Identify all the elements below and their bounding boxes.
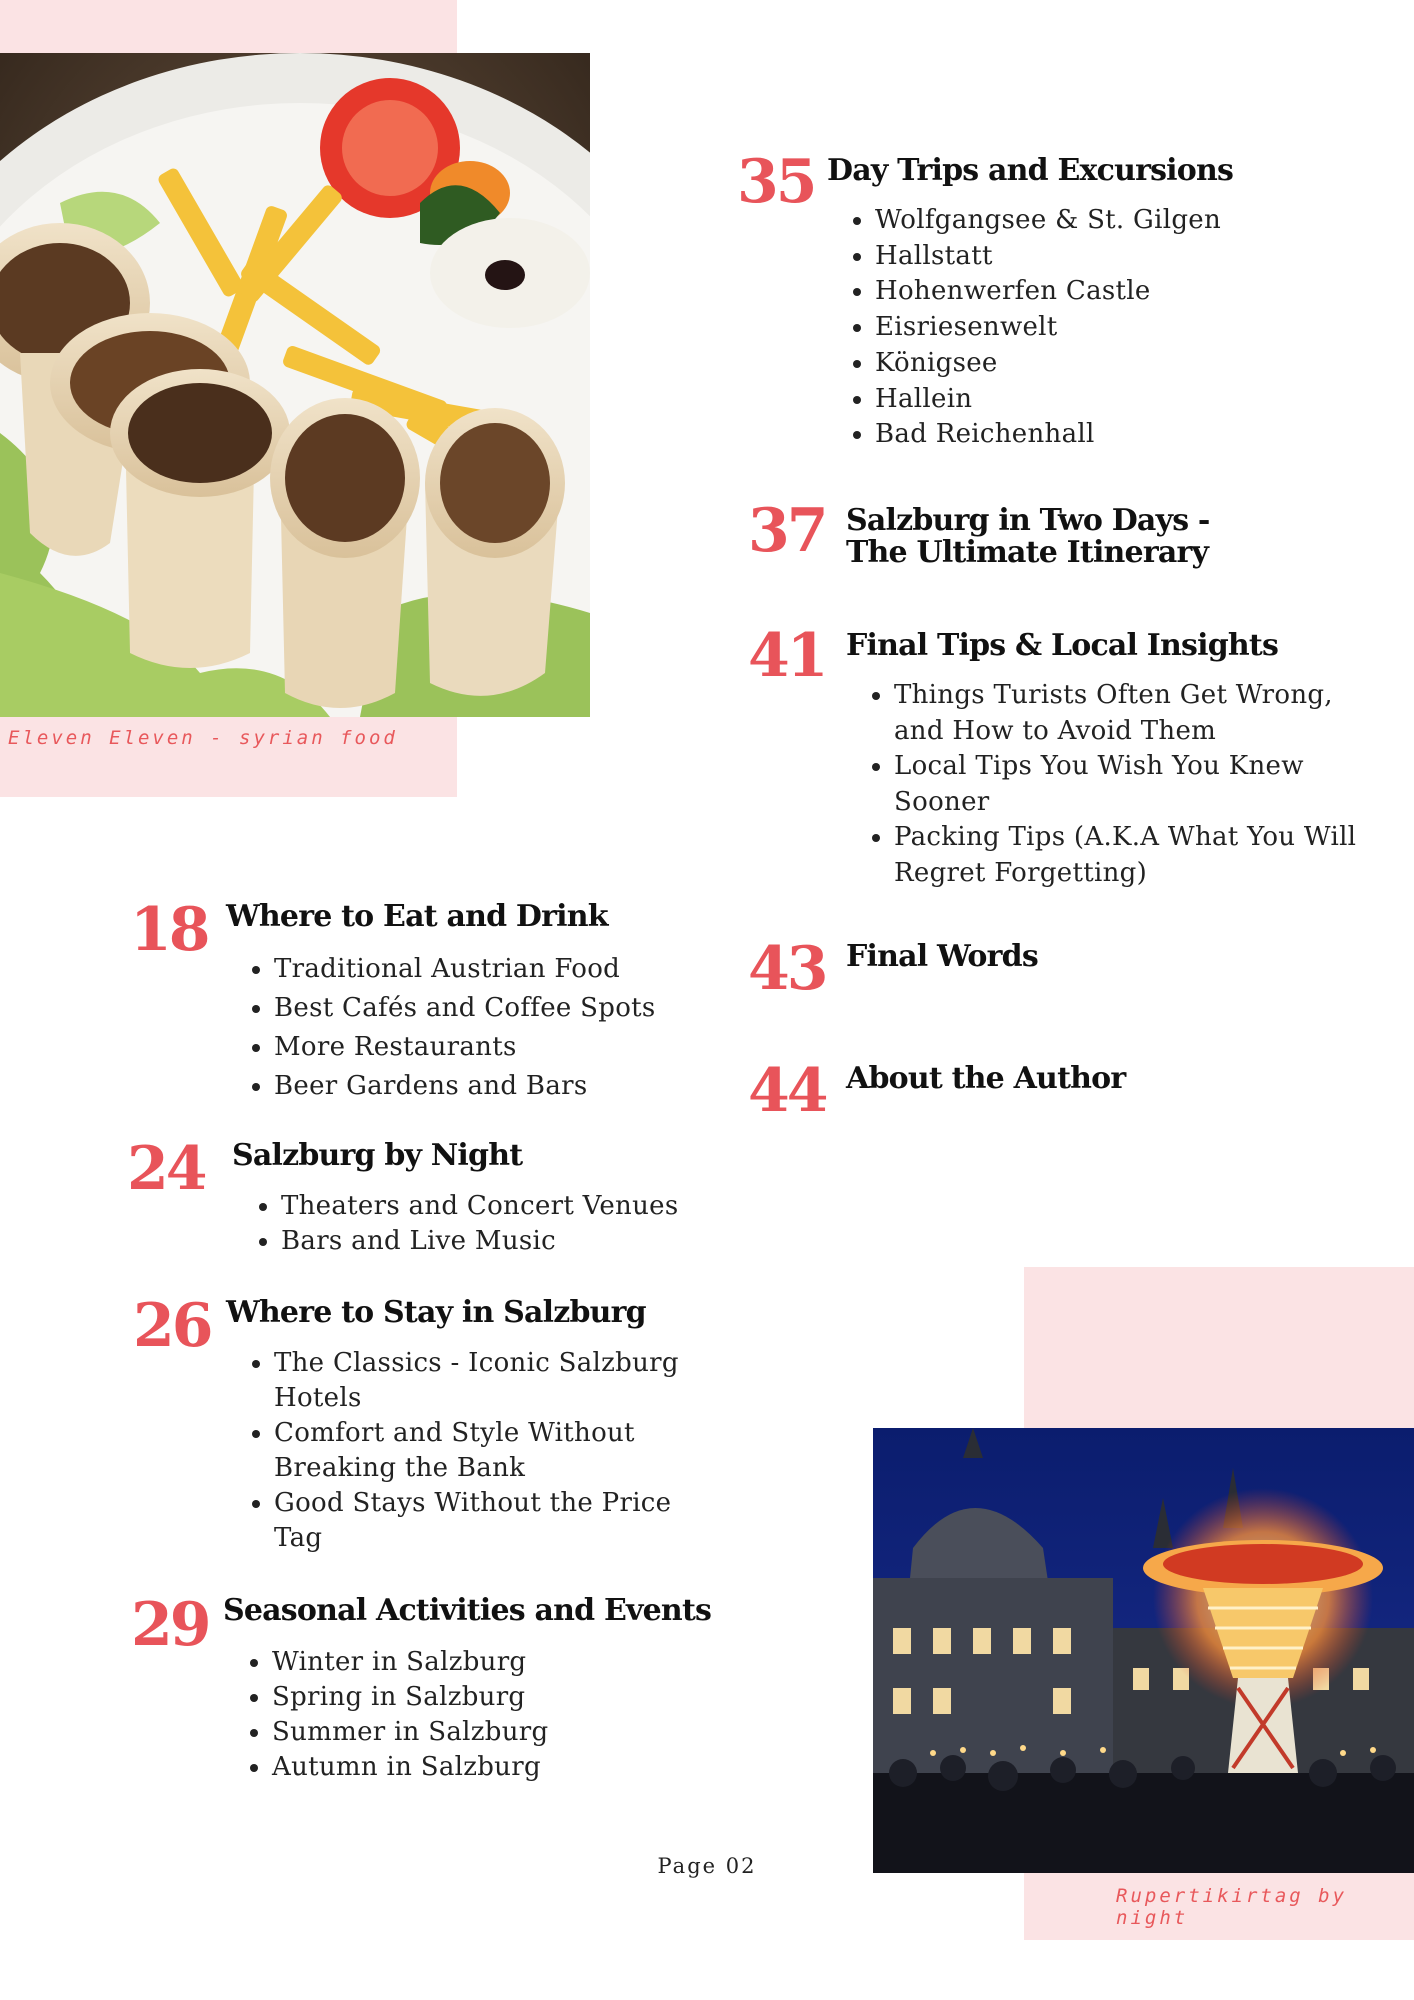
list-item[interactable]: • Hallstatt — [875, 239, 1395, 275]
section-title[interactable]: Where to Eat and Drink — [226, 899, 608, 934]
list-item[interactable]: • Bars and Live Music — [281, 1224, 721, 1259]
section-items — [839, 203, 1395, 453]
section-number: 24 — [127, 1134, 205, 1204]
night-photo — [873, 1428, 1414, 1873]
list-item[interactable]: • Hohenwerfen Castle — [875, 274, 1395, 310]
section-title[interactable]: Day Trips and Excursions — [827, 153, 1234, 188]
list-item[interactable]: • Summer in Salzburg — [272, 1715, 712, 1750]
list-item[interactable]: • Winter in Salzburg — [272, 1645, 712, 1680]
section-number: 37 — [748, 496, 826, 566]
list-item[interactable]: • Hallein — [875, 382, 1395, 418]
list-item[interactable]: • Local Tips You Wish You Knew Sooner — [894, 749, 1364, 820]
list-item[interactable]: • The Classics - Iconic Salzburg Hotels — [274, 1346, 704, 1416]
section-title[interactable]: About the Author — [846, 1061, 1126, 1096]
list-item[interactable]: • Good Stays Without the Price Tag — [274, 1486, 704, 1556]
food-photo-caption: Eleven Eleven - syrian food — [8, 727, 398, 749]
section-title[interactable]: Where to Stay in Salzburg — [226, 1295, 646, 1330]
section-number: 18 — [130, 895, 208, 965]
section-items — [236, 1645, 712, 1785]
list-item[interactable]: • Bad Reichenhall — [875, 417, 1395, 453]
section-number: 44 — [748, 1056, 826, 1126]
list-item[interactable]: • Beer Gardens and Bars — [274, 1067, 714, 1106]
section-title[interactable]: Final Words — [846, 939, 1038, 974]
list-item[interactable]: • Eisriesenwelt — [875, 310, 1395, 346]
list-item[interactable]: • Königsee — [875, 346, 1395, 382]
section-number: 41 — [748, 621, 826, 691]
section-number: 26 — [133, 1291, 211, 1361]
section-items — [858, 678, 1364, 892]
list-item[interactable]: • More Restaurants — [274, 1028, 714, 1067]
night-photo-caption: Rupertikirtag by night — [1116, 1885, 1348, 1929]
list-item[interactable]: • Best Cafés and Coffee Spots — [274, 989, 714, 1028]
page-number: Page 02 — [657, 1854, 757, 1878]
list-item[interactable]: • Things Turists Often Get Wrong, and How to Avoid Them — [894, 678, 1364, 749]
list-item[interactable]: • Traditional Austrian Food — [274, 950, 714, 989]
list-item[interactable]: • Packing Tips (A.K.A What You Will Regret Forgetting) — [894, 820, 1364, 891]
list-item[interactable]: • Autumn in Salzburg — [272, 1750, 712, 1785]
section-title[interactable]: Seasonal Activities and Events — [223, 1593, 712, 1628]
section-number: 43 — [748, 934, 826, 1004]
food-photo — [0, 53, 590, 717]
section-number: 35 — [737, 147, 815, 217]
section-title[interactable]: Final Tips & Local Insights — [846, 628, 1279, 663]
list-item[interactable]: • Comfort and Style Without Breaking the Bank — [274, 1416, 704, 1486]
section-title[interactable]: Salzburg in Two Days - The Ultimate Itinerary — [846, 503, 1210, 570]
section-items — [238, 1346, 704, 1556]
section-number: 29 — [131, 1590, 209, 1660]
list-item[interactable]: • Wolfgangsee & St. Gilgen — [875, 203, 1395, 239]
list-item[interactable]: • Spring in Salzburg — [272, 1680, 712, 1715]
section-title[interactable]: Salzburg by Night — [232, 1138, 523, 1173]
section-items — [245, 1189, 721, 1259]
list-item[interactable]: • Theaters and Concert Venues — [281, 1189, 721, 1224]
section-items — [238, 950, 714, 1106]
